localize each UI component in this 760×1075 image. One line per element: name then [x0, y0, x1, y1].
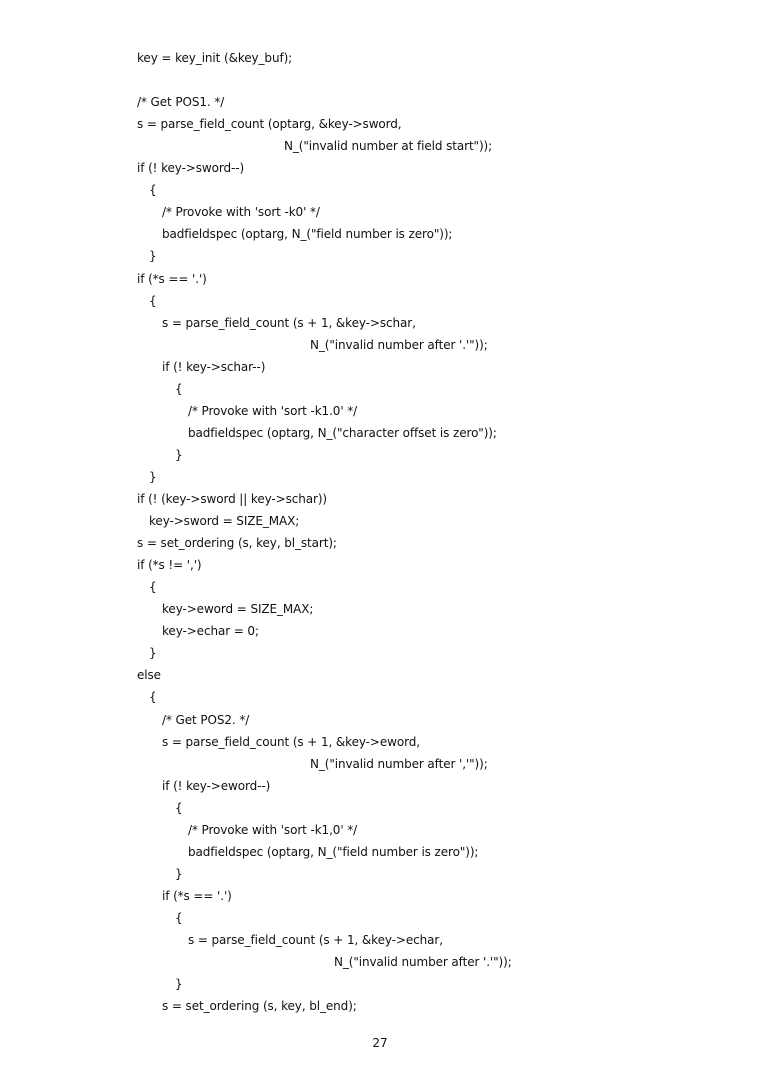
code-line: else [137, 668, 161, 682]
code-line: s = parse_field_count (optarg, &key->sword, [137, 117, 402, 131]
code-line: N_("invalid number after '.'")); [334, 955, 512, 969]
code-line: } [149, 646, 157, 660]
code-line: } [175, 448, 183, 462]
code-line: if (! key->sword--) [137, 161, 245, 175]
code-line: s = parse_field_count (s + 1, &key->eword, [162, 735, 420, 749]
code-line: { [175, 801, 183, 815]
code-line: /* Provoke with 'sort -k0' */ [162, 205, 320, 219]
code-line: /* Provoke with 'sort -k1,0' */ [188, 823, 358, 837]
code-line: if (! (key->sword || key->schar)) [137, 492, 327, 506]
code-line: } [175, 977, 183, 991]
code-line: } [149, 249, 157, 263]
code-line: N_("invalid number after '.'")); [310, 338, 488, 352]
code-line: key = key_init (&key_buf); [137, 51, 293, 65]
code-line: badfieldspec (optarg, N_("field number is zero")); [188, 845, 479, 859]
code-line: if (*s == '.') [162, 889, 232, 903]
code-line: N_("invalid number at field start")); [284, 139, 493, 153]
code-line: badfieldspec (optarg, N_("field number is zero")); [162, 227, 453, 241]
code-line: if (*s != ',') [137, 558, 202, 572]
code-line: if (*s == '.') [137, 272, 207, 286]
code-line: if (! key->schar--) [162, 360, 266, 374]
code-line: { [149, 580, 157, 594]
code-line: s = parse_field_count (s + 1, &key->echar, [188, 933, 443, 947]
code-line: /* Provoke with 'sort -k1.0' */ [188, 404, 358, 418]
code-line: key->echar = 0; [162, 624, 259, 638]
code-line: s = parse_field_count (s + 1, &key->schar, [162, 316, 416, 330]
code-line: { [149, 690, 157, 704]
code-line: } [175, 867, 183, 881]
code-line: { [149, 183, 157, 197]
code-line: } [149, 470, 157, 484]
code-line: s = set_ordering (s, key, bl_start); [137, 536, 337, 550]
code-line: if (! key->eword--) [162, 779, 271, 793]
code-line: key->sword = SIZE_MAX; [149, 514, 300, 528]
code-line: { [175, 382, 183, 396]
code-line: s = set_ordering (s, key, bl_end); [162, 999, 357, 1013]
page-number: 27 [372, 1036, 388, 1050]
code-line: badfieldspec (optarg, N_("character offset is zero")); [188, 426, 497, 440]
code-line: { [175, 911, 183, 925]
code-line: /* Get POS1. */ [137, 95, 225, 109]
code-line: key->eword = SIZE_MAX; [162, 602, 314, 616]
code-line: N_("invalid number after ','")); [310, 757, 488, 771]
code-line: { [149, 294, 157, 308]
code-line: /* Get POS2. */ [162, 713, 250, 727]
